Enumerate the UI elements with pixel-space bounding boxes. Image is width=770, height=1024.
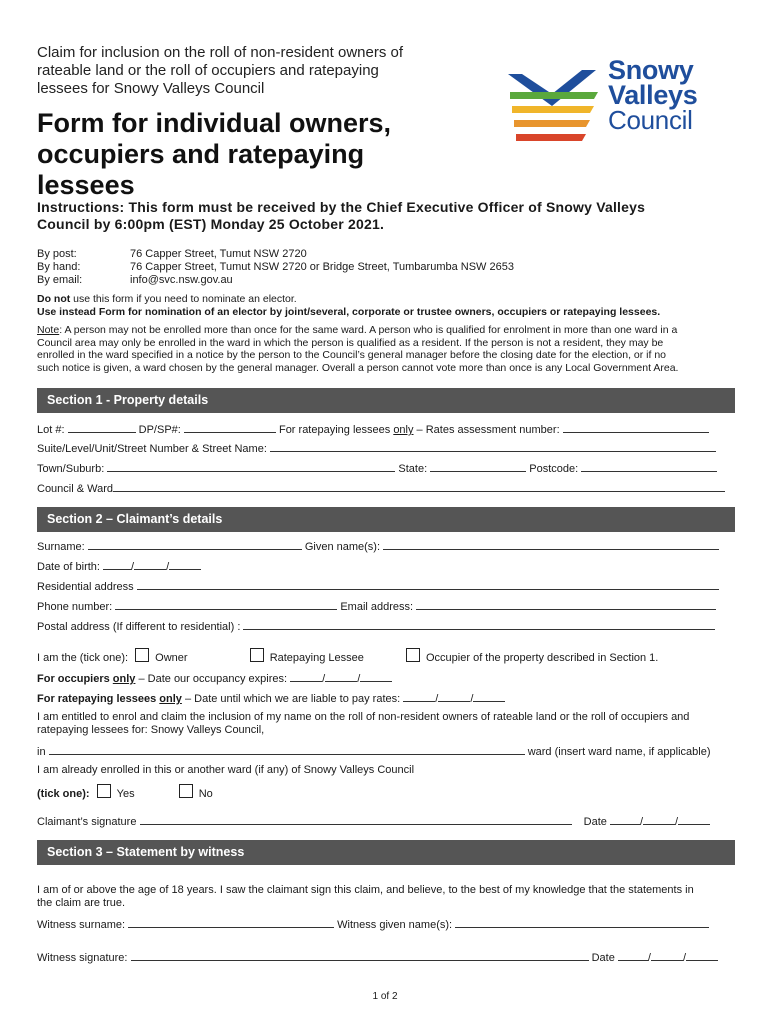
- phone-field[interactable]: [115, 599, 337, 610]
- note-label: Note: [37, 324, 60, 336]
- town-label: Town/Suburb:: [37, 463, 105, 475]
- instructions: [37, 199, 717, 233]
- occupancy-day-field[interactable]: [290, 671, 322, 682]
- rates-prefix: For ratepaying lessees: [278, 424, 394, 436]
- use-instead-text: Use instead Form for nomination of an elector by joint/several, corporate or trustee owners, occupiers or ratepaying lessees.: [37, 305, 661, 318]
- witness-signature-field[interactable]: [131, 950, 589, 961]
- witness-given-label: Witness given name(s):: [337, 919, 453, 931]
- occupancy-expiry-label: – Date our occupancy expires:: [135, 673, 288, 685]
- claimant-signature-row: Claimant’s signature Date / /: [37, 814, 710, 828]
- title-line: occupiers and ratepaying: [37, 139, 365, 169]
- state-label: State:: [398, 463, 428, 475]
- given-name-field[interactable]: [383, 539, 719, 550]
- occupiers-label: For occupiers: [37, 673, 113, 685]
- liability-day-field[interactable]: [403, 691, 435, 702]
- street-field[interactable]: [270, 441, 716, 452]
- postal-address-field[interactable]: [243, 619, 715, 630]
- note-line: Council area may only be enrolled in the ward in which the person is qualified as a resident. If the person is not a resident, they may be: [37, 336, 664, 349]
- logo-word: Snowy: [608, 55, 694, 85]
- witness-date-day-field[interactable]: [618, 950, 648, 961]
- logo-chevron-icon: [508, 64, 608, 146]
- enrolment-note: [37, 324, 737, 374]
- tick-one-label: (tick one):: [37, 788, 90, 800]
- postcode-label: Postcode:: [529, 463, 579, 475]
- email-label: By email:: [37, 274, 83, 286]
- witness-statement-line: the claim are true.: [37, 897, 126, 909]
- entitlement-line: ratepaying lessees for: Snowy Valleys Council,: [37, 724, 265, 736]
- ward-row: [37, 481, 725, 495]
- street-row: [37, 441, 716, 455]
- dp-field[interactable]: [184, 422, 276, 433]
- witness-signature-row: Witness signature: Date / /: [37, 950, 718, 964]
- lot-row: [37, 422, 709, 436]
- entitlement-line: I am entitled to enrol and claim the inclusion of my name on the roll of non-resident owners of rateable land or the roll of occupiers and: [37, 711, 690, 723]
- surname-label: Surname:: [37, 541, 85, 553]
- subtitle-line: Claim for inclusion on the roll of non-resident owners of: [37, 44, 404, 61]
- claimant-signature-field[interactable]: [140, 814, 572, 825]
- street-label: Suite/Level/Unit/Street Number & Street Name:: [37, 443, 267, 455]
- tick-label: I am the (tick one):: [37, 652, 129, 664]
- lot-field[interactable]: [68, 422, 136, 433]
- ratepaying-lessee-checkbox[interactable]: [250, 648, 264, 662]
- occupancy-year-field[interactable]: [360, 671, 392, 682]
- dob-row: Date of birth: / /: [37, 559, 201, 573]
- dob-year-field[interactable]: [169, 559, 201, 570]
- note-line: : A person may not be enrolled more than once for the same ward. A person who is qualified for enrolment in more than one ward in a: [59, 324, 678, 336]
- do-not-text: use this form if you need to nominate an elector.: [70, 293, 297, 305]
- residential-row: [37, 579, 719, 593]
- rates-only: only: [393, 424, 414, 436]
- page-number: 1 of 2: [372, 991, 398, 1002]
- entitlement-statement: [37, 711, 689, 737]
- enrolled-yes-checkbox[interactable]: [97, 784, 111, 798]
- no-label: No: [198, 788, 213, 800]
- contact-details: [37, 248, 514, 287]
- council-logo: [508, 55, 728, 140]
- title-line: Form for individual owners,: [37, 108, 392, 138]
- do-not-emphasis: Do not: [37, 293, 71, 305]
- lessees-only: only: [159, 693, 182, 705]
- witness-surname-field[interactable]: [128, 917, 334, 928]
- claimant-date-month-field[interactable]: [643, 814, 675, 825]
- subtitle-line: lessees for Snowy Valleys Council: [37, 80, 265, 97]
- witness-surname-label: Witness surname:: [37, 919, 126, 931]
- witness-date-label: Date: [591, 952, 615, 964]
- post-address: 76 Capper Street, Tumut NSW 2720: [130, 248, 307, 260]
- postcode-field[interactable]: [581, 461, 717, 472]
- usage-notice: [37, 293, 737, 318]
- claimant-email-label: Email address:: [340, 601, 414, 613]
- witness-name-row: [37, 917, 709, 931]
- title-line: lessees: [37, 170, 135, 200]
- dob-label: Date of birth:: [37, 561, 100, 573]
- claimant-signature-label: Claimant’s signature: [37, 816, 137, 828]
- council-ward-field[interactable]: [113, 481, 725, 492]
- occupancy-expiry-row: For occupiers only – Date our occupancy expires: / /: [37, 671, 392, 685]
- logo-wordmark: [608, 55, 698, 135]
- town-row: [37, 461, 717, 475]
- claimant-type-row: [37, 648, 658, 664]
- lessees-label: For ratepaying lessees: [37, 693, 160, 705]
- witness-statement-line: I am of or above the age of 18 years. I saw the claimant sign this claim, and believe, to the best of my knowledge that the statements in: [37, 884, 694, 896]
- owner-label: Owner: [155, 652, 188, 664]
- owner-checkbox[interactable]: [135, 648, 149, 662]
- occupancy-month-field[interactable]: [325, 671, 357, 682]
- instructions-line: Instructions: This form must be received by the Chief Executive Officer of Snowy Valleys: [37, 199, 646, 215]
- witness-signature-label: Witness signature:: [37, 952, 128, 964]
- note-line: such notice is given, a ward chosen by the general manager. Overall a person cannot vote more than once is any Local Government Area.: [37, 361, 679, 374]
- name-row: [37, 539, 719, 553]
- logo-word: Council: [608, 105, 693, 135]
- occupier-checkbox[interactable]: [406, 648, 420, 662]
- dob-day-field[interactable]: [103, 559, 131, 570]
- logo-word: Valleys: [608, 80, 698, 110]
- claimant-email-field[interactable]: [416, 599, 716, 610]
- form-title: [37, 108, 457, 201]
- postal-label: Postal address (If different to residential) :: [37, 621, 241, 633]
- claimant-date-day-field[interactable]: [610, 814, 640, 825]
- ratepaying-lessee-label: Ratepaying Lessee: [269, 652, 364, 664]
- residential-label: Residential address: [37, 581, 134, 593]
- email-address[interactable]: info@svc.nsw.gov.au: [130, 274, 233, 286]
- rates-liability-label: – Date until which we are liable to pay rates:: [181, 693, 401, 705]
- in-label: in: [37, 746, 46, 758]
- ward-hint: ward (insert ward name, if applicable): [527, 746, 711, 758]
- form-subtitle: [37, 44, 467, 98]
- given-name-label: Given name(s):: [304, 541, 381, 553]
- yes-label: Yes: [116, 788, 135, 800]
- residential-address-field[interactable]: [137, 579, 719, 590]
- subtitle-line: rateable land or the roll of occupiers and ratepaying: [37, 62, 379, 79]
- liability-month-field[interactable]: [438, 691, 470, 702]
- claimant-date-year-field[interactable]: [678, 814, 710, 825]
- already-enrolled-row: I am already enrolled in this or another ward (if any) of Snowy Valleys Council: [37, 764, 415, 776]
- liability-year-field[interactable]: [473, 691, 505, 702]
- note-line: enrolled in the ward specified in a notice by the person to the Council’s general manager before the closing date for the election, or if no: [37, 349, 667, 361]
- witness-date-year-field[interactable]: [686, 950, 718, 961]
- hand-address: 76 Capper Street, Tumut NSW 2720 or Bridge Street, Tumbarumba NSW 2653: [130, 261, 514, 273]
- phone-row: [37, 599, 716, 613]
- town-field[interactable]: [107, 461, 395, 472]
- dob-month-field[interactable]: [134, 559, 166, 570]
- post-label: By post:: [37, 248, 77, 260]
- witness-given-field[interactable]: [455, 917, 709, 928]
- rates-label: – Rates assessment number:: [413, 424, 560, 436]
- section-2-heading: Section 2 – Claimant’s details: [37, 507, 735, 532]
- lot-label: Lot #:: [37, 424, 65, 436]
- ward-name-row: [37, 744, 711, 758]
- section-1-heading: Section 1 - Property details: [37, 388, 735, 413]
- claimant-date-label: Date: [583, 816, 607, 828]
- postal-row: [37, 619, 715, 633]
- phone-label: Phone number:: [37, 601, 113, 613]
- enrolled-choice-row: [37, 784, 213, 800]
- occupiers-only: only: [112, 673, 136, 685]
- dp-label: DP/SP#:: [138, 424, 181, 436]
- occupier-label: Occupier of the property described in Section 1.: [426, 652, 659, 664]
- enrolled-no-checkbox[interactable]: [179, 784, 193, 798]
- rates-assessment-field[interactable]: [563, 422, 709, 433]
- ward-name-field[interactable]: [49, 744, 525, 755]
- hand-label: By hand:: [37, 261, 81, 273]
- rates-liability-row: For ratepaying lessees only – Date until which we are liable to pay rates: / /: [37, 691, 505, 705]
- surname-field[interactable]: [88, 539, 302, 550]
- section-3-heading: Section 3 – Statement by witness: [37, 840, 735, 865]
- instructions-line: Council by 6:00pm (EST) Monday 25 October 2021.: [37, 216, 385, 232]
- witness-statement: [37, 884, 694, 910]
- state-field[interactable]: [430, 461, 526, 472]
- ward-label: Council & Ward: [37, 483, 114, 495]
- witness-date-month-field[interactable]: [651, 950, 683, 961]
